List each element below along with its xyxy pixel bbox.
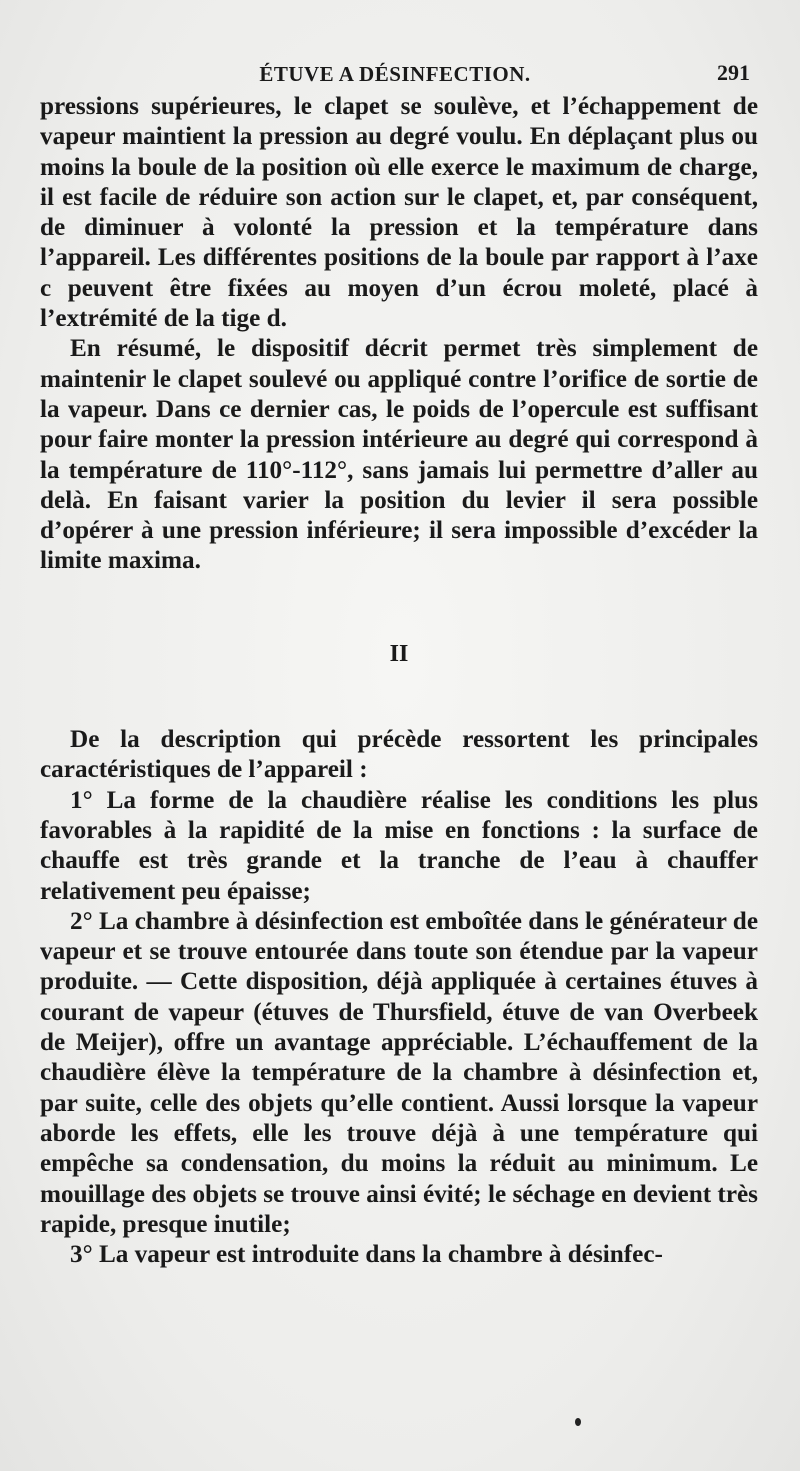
paragraph-resume: En résumé, le dispositif décrit permet très simplement de maintenir le clapet soulevé ou appliqué contre l’orifice de sortie de la vapeur. Dans ce dernier cas, le poids de l’opercule est suffisant pour faire monter la pression intérieure au degré qui correspond à la température de 110°-112°, sans jamais lui permettre d’aller au delà. En faisant varier la position du levier il sera possible d’opérer à une pression inférieure; il sera impossible d’excéder la limite maxima.	[40, 335, 758, 575]
list-item-1: 1° La forme de la chaudière réalise les conditions les plus favorables à la rapidité de la mise en fonctions : la surface de chauffe est très grande et la tranche de l’eau à chauffer relativement peu épaisse;	[40, 786, 758, 905]
body-text	[40, 92, 758, 1270]
running-head: ÉTUVE A DÉSINFECTION.	[259, 62, 531, 86]
page-header	[40, 58, 750, 92]
paragraph-continuation: pressions supérieures, le clapet se soulève, et l’échappement de vapeur maintient la pression au degré voulu. En déplaçant plus ou moins la boule de la position où elle exerce le maximum de charge, il est facile de réduire son action sur le clapet, et, par conséquent, de diminuer à volonté la pression et la température dans l’appareil. Les différentes positions de la boule par rapport à l’axe c peuvent être fixées au moyen d’un écrou moleté, placé à l’extrémité de la tige d.	[40, 93, 758, 333]
ink-speck	[575, 1418, 581, 1426]
page-number: 291	[717, 60, 750, 85]
paragraph-intro: De la description qui précède ressortent les principales caractéristiques de l’appareil :	[40, 726, 758, 784]
list-item-3: 3° La vapeur est introduite dans la chambre à désinfec-	[70, 1241, 663, 1269]
section-number: II	[389, 640, 409, 667]
list-item-2: 2° La chambre à désinfection est emboîtée dans le générateur de vapeur et se trouve entourée dans toute son étendue par la vapeur produite. — Cette disposition, déjà appliquée à certaines étuves à courant de vapeur (étuves de Thursfield, étuve de van Overbeek de Meijer), offre un avantage appréciable. L’échauffement de la chaudière élève la température de la chambre à désinfection et, par suite, celle des objets qu’elle contient. Aussi lorsque la vapeur aborde les effets, elle les trouve déjà à une température qui empêche sa condensation, du moins la réduit au minimum. Le mouillage des objets se trouve ainsi évité; le séchage en devient très rapide, presque inutile;	[40, 907, 758, 1238]
